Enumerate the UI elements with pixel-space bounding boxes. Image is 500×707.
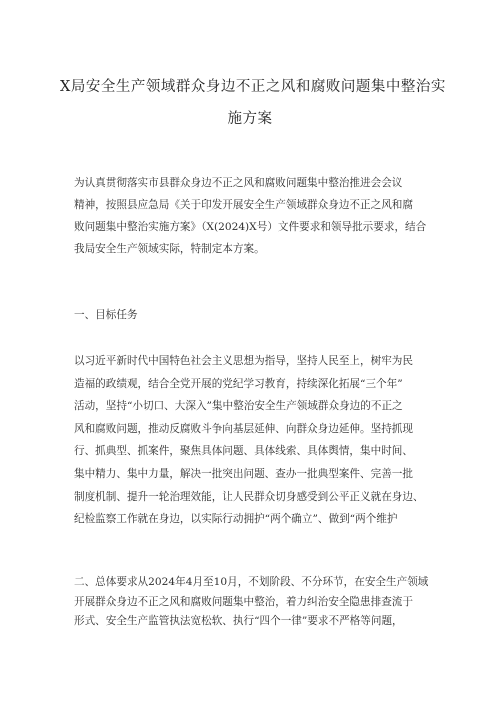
section-1-line: 活动，坚持“小切口、大深入”集中整治安全生产领域群众身边的不正之 [74,400,403,413]
intro-paragraph [74,172,434,260]
intro-line: 我局安全生产领域实际，特制定本方案。 [74,243,265,255]
section-1-line: 以习近平新时代中国特色社会主义思想为指导，坚持人民至上，树牢为民 [74,355,413,367]
section-1-line: 集中精力、集中力量，解决一批突出问题、查办一批典型案件、完善一批 [74,467,413,480]
section-2-line: 形式、安全生产监管执法宽松软、执行“四个一律”要求不严格等问题， [74,615,403,627]
section-2-paragraph [74,573,434,632]
section-2-line: 开展群众身边不正之风和腐败问题集中整治，着力纠治安全隐患排查流于 [74,595,413,608]
section-1-line: 风和腐败问题，推动反腐败斗争向基层延伸、向群众身边延伸。坚持抓现 [74,422,413,435]
document-title-line-2: 施方案 [227,111,273,127]
section-1-line: 造福的政绩观，结合全党开展的党纪学习教育，持续深化拓展“三个年” [74,377,403,390]
section-2-line: 二、总体要求从2024年4月至10月，不划阶段、不分环节，在安全生产领域 [74,576,429,588]
document-title-line-1: X局安全生产领域群众身边不正之风和腐败问题集中整治实 [60,79,446,95]
intro-line: 为认真贯彻落实市县群众身边不正之风和腐败问题集中整治推进会会议 [74,177,403,189]
section-1-paragraph [74,350,434,531]
intro-line: 精神，按照县应急局《关于印发开展安全生产领域群众身边不正之风和腐 [74,199,413,211]
section-1-line: 制度机制、提升一轮治理效能，让人民群众切身感受到公平正义就在身边、 [74,490,424,503]
section-1-heading: 一、目标任务 [74,309,138,321]
section-1-line: 行、抓典型、抓案件，聚焦具体问题、具体线索、具体舆情，集中时间、 [74,445,413,458]
section-1-line: 纪检监察工作就在身边，以实际行动拥护“两个确立”、做到“两个维护 [74,513,398,526]
intro-line: 败问题集中整治实施方案》（X(2024)X号）文件要求和领导批示要求，结合 [74,221,427,233]
